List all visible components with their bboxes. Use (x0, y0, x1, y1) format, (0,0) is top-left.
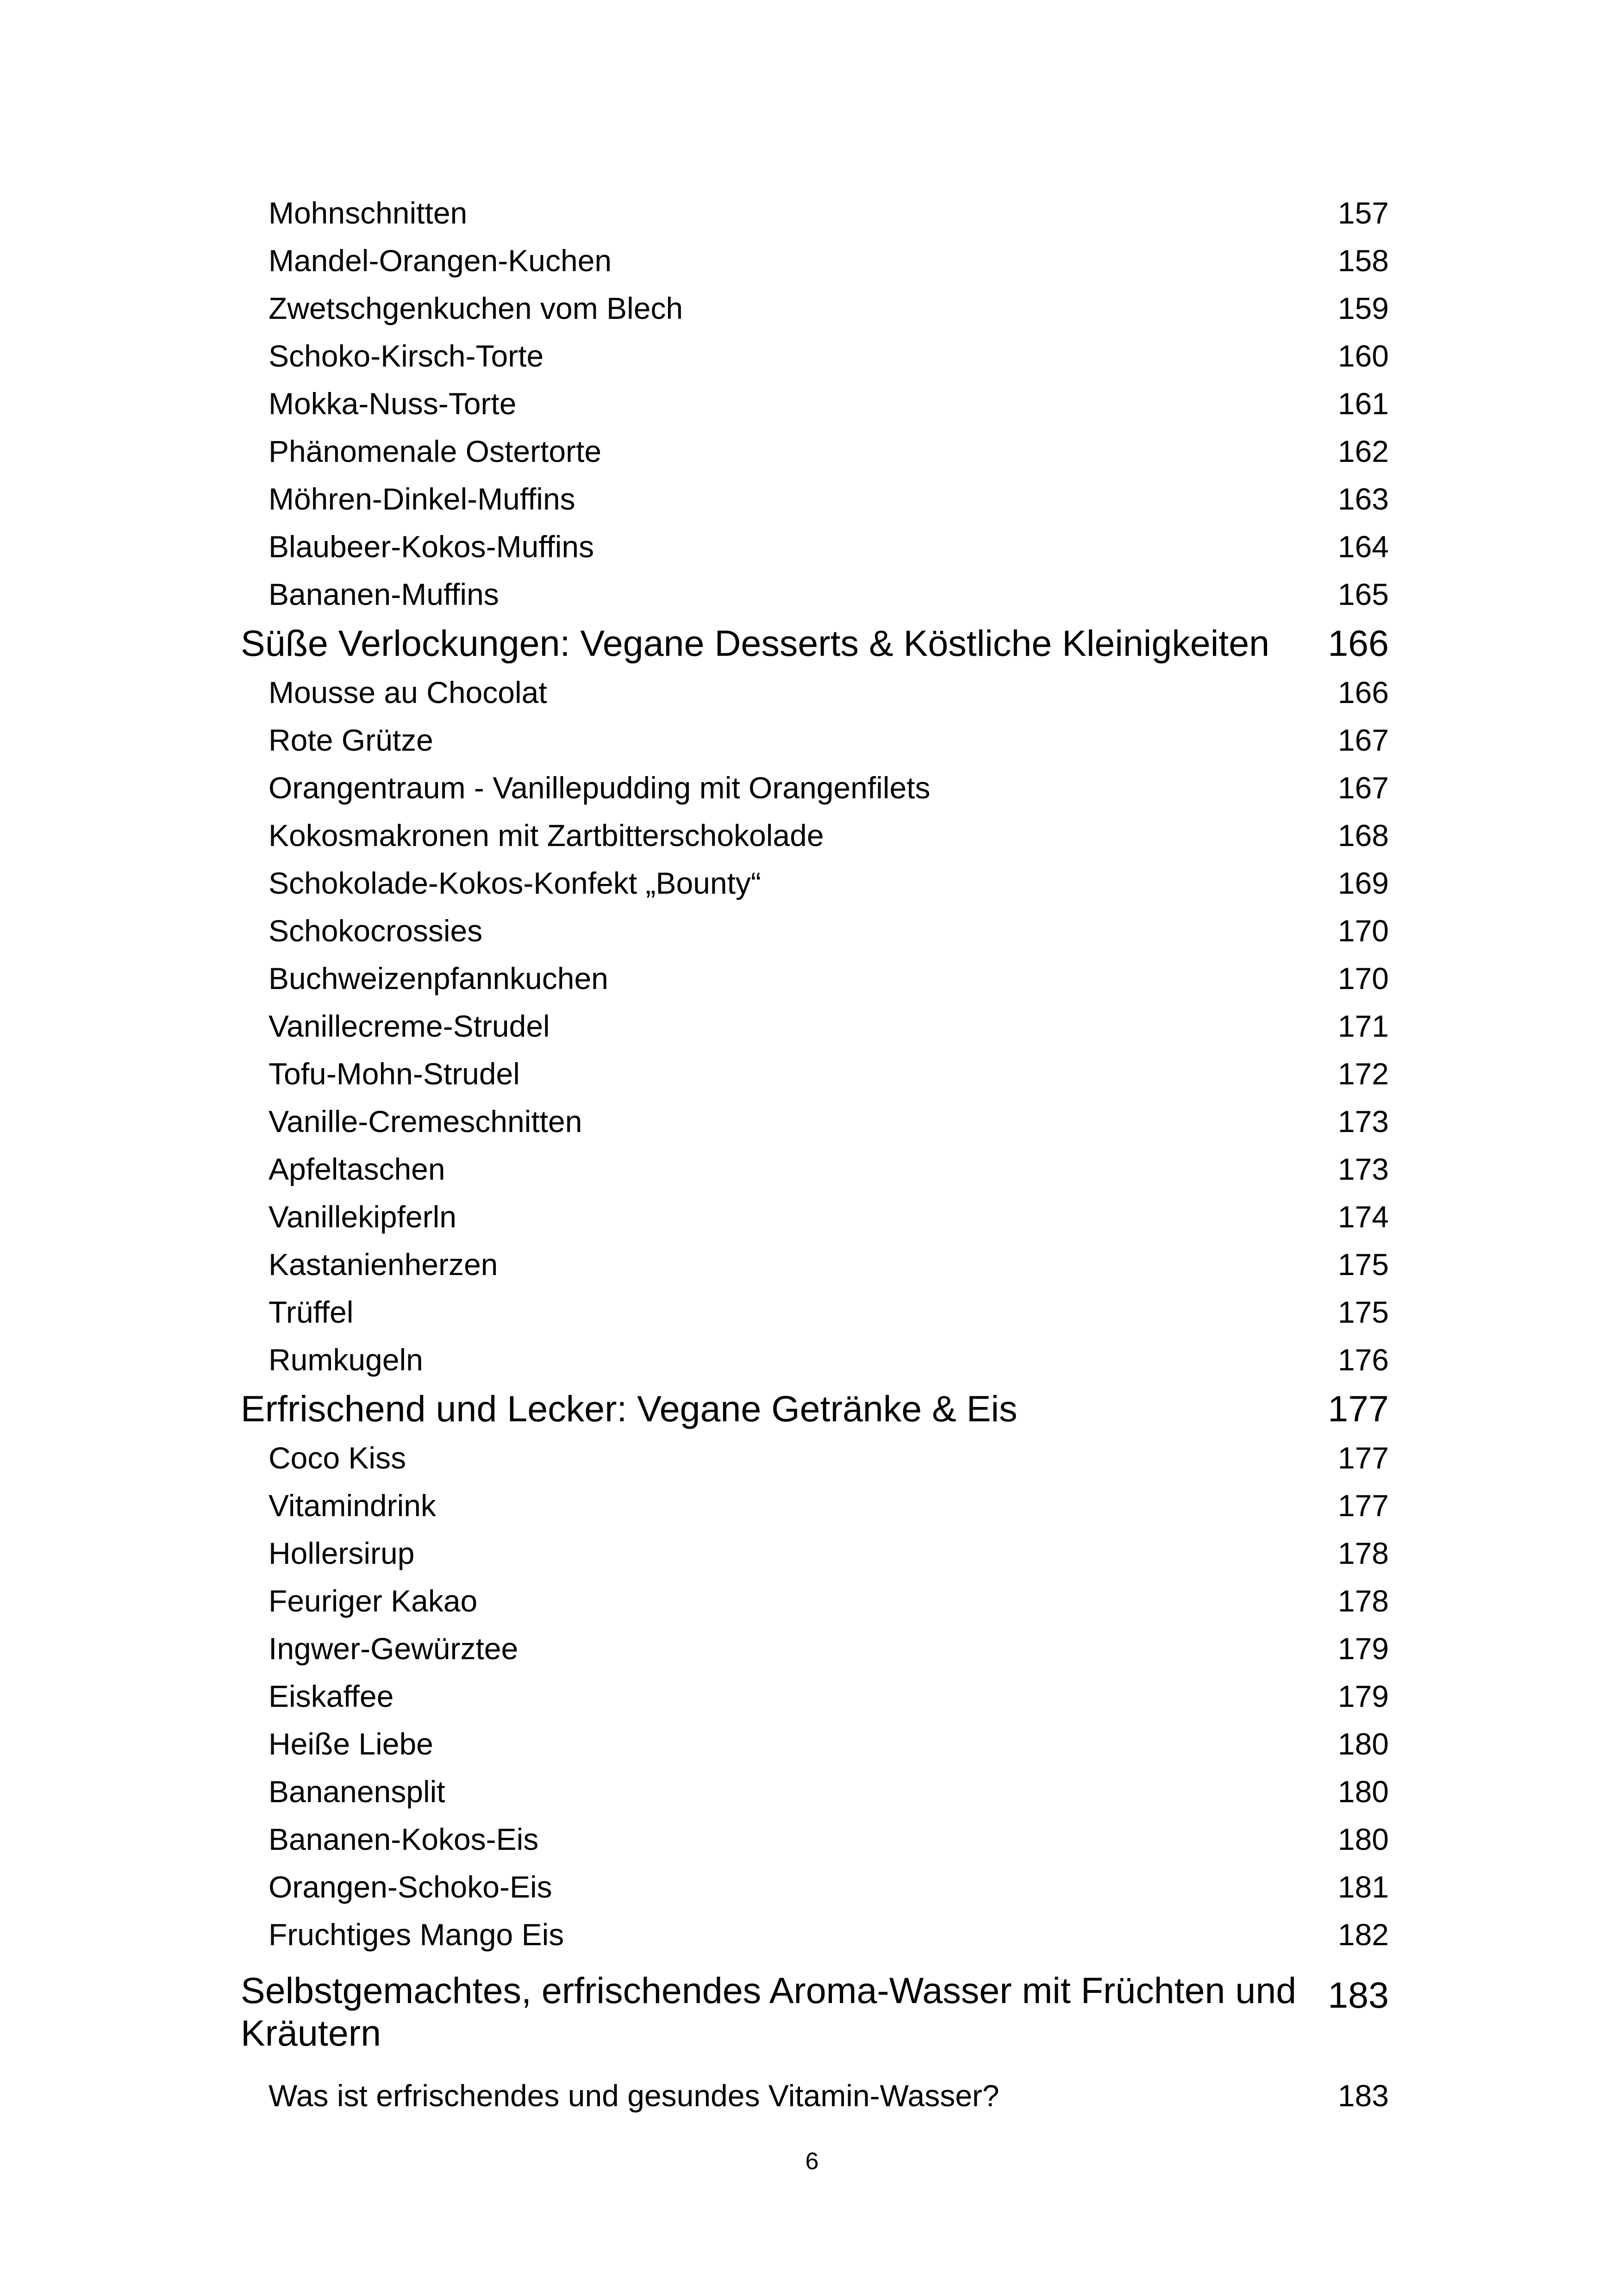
toc-entry-title: Zwetschgenkuchen vom Blech (269, 291, 683, 325)
toc-entry-title: Orangentraum - Vanillepudding mit Orangenfilets (269, 770, 931, 805)
toc-chapter-page: 166 (1328, 622, 1389, 664)
toc-entry-page: 166 (1337, 675, 1389, 709)
toc-entry-title: Feuriger Kakao (269, 1583, 478, 1618)
toc-entry-page: 159 (1337, 291, 1389, 325)
toc-entry-title: Blaubeer-Kokos-Muffins (269, 529, 594, 564)
toc-entry[interactable] (241, 1050, 1389, 1097)
toc-entry-page: 170 (1337, 913, 1389, 948)
toc-entry-title: Mokka-Nuss-Torte (269, 386, 517, 421)
toc-entry-title: Hollersirup (269, 1536, 415, 1570)
toc-chapter-title: Erfrischend und Lecker: Vegane Getränke & Eis (241, 1388, 1018, 1429)
toc-entry[interactable] (241, 1002, 1389, 1050)
toc-entry-title: Schokocrossies (269, 913, 483, 948)
toc-entry[interactable] (241, 332, 1389, 380)
toc-entry-title: Bananen-Muffins (269, 577, 499, 611)
toc-entry-title: Kokosmakronen mit Zartbitterschokolade (269, 818, 824, 852)
toc-entry-title: Vanille-Cremeschnitten (269, 1104, 582, 1139)
toc-chapter-title: Süße Verlockungen: Vegane Desserts & Köstliche Kleinigkeiten (241, 622, 1270, 664)
toc-entry-title: Trüffel (269, 1294, 354, 1329)
toc-entry[interactable] (241, 1336, 1389, 1383)
toc-entry-page: 178 (1337, 1583, 1389, 1618)
toc-entry-page: 172 (1337, 1056, 1389, 1091)
toc-entry[interactable] (241, 475, 1389, 523)
toc-entry[interactable] (241, 1815, 1389, 1863)
toc-entry-page: 167 (1337, 770, 1389, 805)
toc-entry-title: Buchweizenpfannkuchen (269, 961, 608, 996)
toc-entry-title: Eiskaffee (269, 1679, 394, 1713)
toc-entry-title: Was ist erfrischendes und gesundes Vitamin-Wasser? (269, 2078, 999, 2113)
toc-entry-page: 168 (1337, 818, 1389, 852)
toc-entry-page: 179 (1337, 1631, 1389, 1666)
toc-entry-title: Fruchtiges Mango Eis (269, 1917, 564, 1952)
toc-entry[interactable] (241, 1672, 1389, 1720)
toc-entry-title: Vanillecreme-Strudel (269, 1008, 550, 1043)
toc-entry[interactable] (241, 1481, 1389, 1529)
toc-entry[interactable] (241, 1529, 1389, 1577)
toc-entry[interactable] (241, 1434, 1389, 1481)
toc-entry[interactable] (241, 668, 1389, 716)
toc-entry-page: 183 (1337, 2078, 1389, 2113)
toc-entry-title: Tofu-Mohn-Strudel (269, 1056, 520, 1091)
toc-entry[interactable] (241, 1863, 1389, 1910)
table-of-contents (241, 189, 1389, 2121)
toc-entry-title: Bananensplit (269, 1774, 445, 1809)
toc-entry[interactable] (241, 1577, 1389, 1624)
toc-entry[interactable] (241, 189, 1389, 236)
toc-entry[interactable] (241, 380, 1389, 427)
toc-entry-page: 177 (1337, 1440, 1389, 1475)
toc-entry-page: 171 (1337, 1008, 1389, 1043)
toc-entry[interactable] (241, 236, 1389, 284)
toc-entry-page: 160 (1337, 338, 1389, 373)
toc-entry-title: Mandel-Orangen-Kuchen (269, 243, 612, 278)
toc-entry-title: Schoko-Kirsch-Torte (269, 338, 544, 373)
toc-entry-page: 181 (1337, 1869, 1389, 1904)
toc-entry-page: 174 (1337, 1199, 1389, 1234)
toc-entry[interactable] (241, 811, 1389, 859)
toc-entry[interactable] (241, 570, 1389, 618)
toc-entry-page: 182 (1337, 1917, 1389, 1952)
toc-entry-title: Heiße Liebe (269, 1726, 433, 1761)
toc-entry[interactable] (241, 907, 1389, 954)
page-number: 6 (805, 2148, 819, 2175)
toc-chapter[interactable] (241, 618, 1389, 668)
toc-entry[interactable] (241, 764, 1389, 811)
toc-entry[interactable] (241, 1145, 1389, 1193)
toc-entry[interactable] (241, 954, 1389, 1002)
toc-entry-page: 164 (1337, 529, 1389, 564)
toc-entry-title: Bananen-Kokos-Eis (269, 1822, 539, 1856)
toc-entry-title: Vanillekipferln (269, 1199, 456, 1234)
toc-entry-title: Kastanienherzen (269, 1247, 498, 1282)
toc-entry-page: 180 (1337, 1726, 1389, 1761)
toc-entry-page: 179 (1337, 1679, 1389, 1713)
toc-entry-page: 158 (1337, 243, 1389, 278)
toc-entry-title: Rote Grütze (269, 722, 433, 757)
toc-entry[interactable] (241, 859, 1389, 907)
toc-entry-title: Mousse au Chocolat (269, 675, 547, 709)
toc-entry-page: 161 (1337, 386, 1389, 421)
toc-entry-title: Mohnschnitten (269, 195, 468, 230)
toc-entry-page: 180 (1337, 1822, 1389, 1856)
toc-entry[interactable] (241, 1910, 1389, 1958)
toc-entry-title: Schokolade-Kokos-Konfekt „Bounty“ (269, 865, 761, 900)
toc-entry-page: 177 (1337, 1488, 1389, 1523)
toc-entry[interactable] (241, 284, 1389, 332)
toc-entry-page: 180 (1337, 1774, 1389, 1809)
toc-entry-page: 173 (1337, 1104, 1389, 1139)
toc-entry[interactable] (241, 523, 1389, 570)
toc-chapter[interactable] (241, 1383, 1389, 1434)
toc-entry[interactable] (241, 1097, 1389, 1145)
toc-entry[interactable] (241, 427, 1389, 475)
toc-entry-title: Coco Kiss (269, 1440, 406, 1475)
toc-entry[interactable] (241, 1624, 1389, 1672)
toc-entry-title: Orangen-Schoko-Eis (269, 1869, 552, 1904)
toc-entry-title: Rumkugeln (269, 1342, 423, 1377)
toc-entry-page: 167 (1337, 722, 1389, 757)
toc-entry-page: 162 (1337, 434, 1389, 468)
toc-entry-title: Apfeltaschen (269, 1151, 445, 1186)
toc-entry-page: 157 (1337, 195, 1389, 230)
toc-entry-page: 178 (1337, 1536, 1389, 1570)
toc-chapter[interactable] (241, 1958, 1389, 2056)
toc-entry-page: 170 (1337, 961, 1389, 996)
toc-entry[interactable] (241, 2056, 1389, 2121)
toc-entry-page: 175 (1337, 1294, 1389, 1329)
toc-entry[interactable] (241, 1720, 1389, 1767)
toc-entry[interactable] (241, 1240, 1389, 1288)
toc-entry-page: 175 (1337, 1247, 1389, 1282)
toc-entry-title: Ingwer-Gewürztee (269, 1631, 518, 1666)
toc-chapter-page: 177 (1328, 1388, 1389, 1429)
toc-chapter-page: 183 (1328, 1974, 1389, 2016)
toc-entry-page: 169 (1337, 865, 1389, 900)
toc-chapter-title: Selbstgemachtes, erfrischendes Aroma-Wasser mit Früchten und Kräutern (241, 1970, 1297, 2053)
toc-entry-title: Möhren-Dinkel-Muffins (269, 481, 575, 516)
toc-entry-page: 176 (1337, 1342, 1389, 1377)
toc-entry-page: 165 (1337, 577, 1389, 611)
toc-entry[interactable] (241, 1193, 1389, 1240)
toc-entry-page: 173 (1337, 1151, 1389, 1186)
toc-entry[interactable] (241, 1767, 1389, 1815)
toc-entry-page: 163 (1337, 481, 1389, 516)
toc-entry-title: Vitamindrink (269, 1488, 436, 1523)
toc-entry[interactable] (241, 1288, 1389, 1336)
toc-entry-title: Phänomenale Ostertorte (269, 434, 602, 468)
toc-entry[interactable] (241, 716, 1389, 764)
